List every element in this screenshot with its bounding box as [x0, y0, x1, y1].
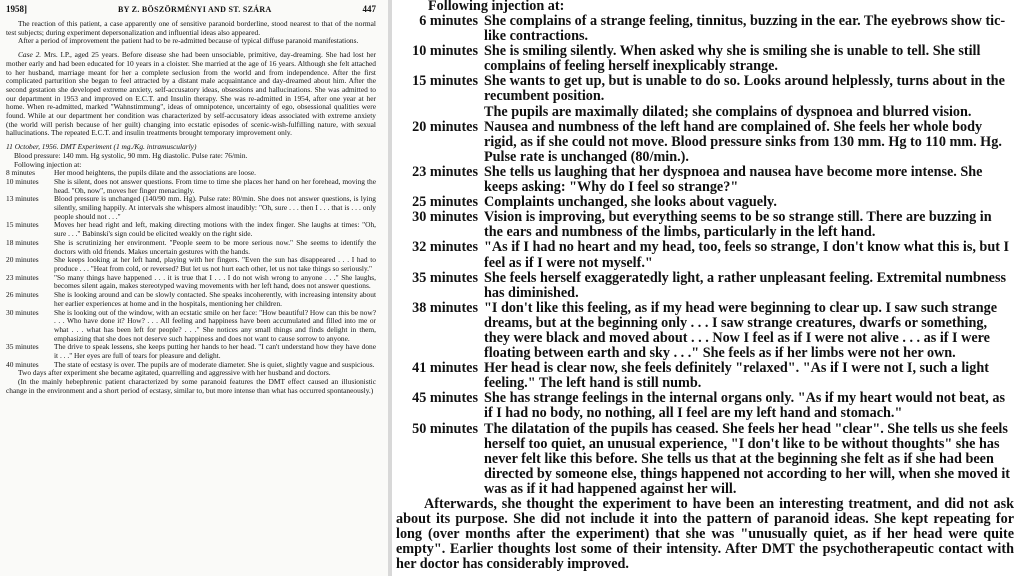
intro-paragraph: The reaction of this patient, a case apparently one of sensitive paranoid borderline, stood nearest to that of the normal test subjects; during experiment depersonalization and influential ideas also appeared.	[6, 19, 376, 37]
entry-time: 10 minutes	[412, 43, 478, 60]
baseline-measures: Blood pressure: 140 mm. Hg systolic, 90 mm. Hg diastolic. Pulse rate: 76/min.	[14, 150, 248, 160]
entry-text: The dilatation of the pupils has ceased. She feels her head "clear". She tells us she feels herself too quiet, an unusual experience, "I don't like to be without thoughts" she has never felt like this before. She tells us that at the beginning she felt as if she had been directed by someone else, things happened not according to her will, when she moved it was as if it had happened against her will.	[484, 420, 1010, 497]
timeline-entry	[392, 361, 1024, 391]
timeline-entry	[392, 391, 1024, 421]
timeline-entry	[392, 301, 1024, 361]
following-injection-heading	[392, 0, 1024, 14]
timeline-entry	[0, 343, 388, 360]
entry-time: 15 minutes	[6, 220, 39, 230]
timeline-entry	[0, 195, 388, 221]
entry-text: Blood pressure is unchanged (140/90 mm. Hg). Pulse rate: 80/min. She does not answer questions, is lying silently, smiling happily. At intervals she whispers almost inaudibly: "Oh, sure . . . then I . . . that is . . . only people should not . . ."	[54, 194, 376, 221]
entry-time: 13 minutes	[6, 194, 39, 204]
entry-time: 32 minutes	[412, 239, 478, 256]
entry-time: 25 minutes	[412, 194, 478, 211]
timeline-entry	[0, 256, 388, 273]
case-label: Case 2.	[18, 50, 42, 60]
entry-text: She is smiling silently. When asked why she is smiling she is unable to tell. She still complains of feeling herself inexplicably strange.	[484, 43, 981, 75]
timeline-entry	[0, 221, 388, 238]
entry-time: 23 minutes	[412, 163, 478, 180]
entry-text: The drive to speak lessens, she keeps putting her hands to her head. "I can't understand how they have done it . . ." Her eyes are full of tears for pleasure and delight.	[54, 342, 376, 361]
entry-text: "I don't like this feeling, as if my head were beginning to clear up. I saw such strange dreams, but at the beginning only . . . I saw strange creatures, dwarfs or something, they were black and moved about . . . Now I feel as if I were not alive . . . as if I were floating between earth and sky . . ." She feels as if her limbs were not her own.	[484, 299, 998, 362]
page-ref: 1958]	[6, 4, 27, 14]
right-timeline	[392, 14, 1024, 497]
case-text: Mrs. I.P., aged 25 years. Before disease she had been unsociable, primitive, day-dreaming. She had lost her mother early and had been educated for 10 years in a cloister. She married at the age of 16 years. Although she felt attached to her husband, marriage meant for her a complete seclusion from the world and from independence. After the first complicated parturition she began to feel attracted by a distant male acquaintance and day-dreamed about him. After the second gestation she developed extreme anxiety, self-accusatory ideas, obsessions and hallucinations. She was admitted to our department in 1953 and improved on E.C.T. and Insulin therapy. She was re-admitted in 1954, after one year at her home. When re-admitted, marked "Wahnstimmung", ideas of omnipotence, uncertainty of ego, obsessional qualities were found. While at our department her condition was characterized by self-accusatory ideas associated with extreme anxiety (the world will perish because of her guilt) changing into ecstatic episodes of scenic-wish-fulfilling nature, with sexual hallucinations. The repeated E.C.T. and insulin treatments brought temporary improvement only.	[6, 50, 376, 138]
entry-time: 50 minutes	[412, 420, 478, 437]
entry-text: Her mood heightens, the pupils dilate and the associations are loose.	[54, 168, 256, 178]
timeline-entry	[392, 105, 1024, 120]
page-number: 447	[362, 4, 376, 14]
entry-text: She is looking around and can be slowly contacted. She speaks incoherently, with increasing intensity about her earlier experiences at home and in the hospitals, mentioning her children.	[54, 290, 376, 308]
entry-time	[392, 105, 484, 120]
entry-text: She is looking out of the window, with an ecstatic smile on her face: "How beautiful? How can this be now? . . . Who have done it? How? . . . All feeling and happiness have been accumulated and filled into me or what . . . what has been left for people? . . ." She notices any small things and finds delight in them, emphasizing that she does not deserve such happiness and does not want to cause sorrow to anyone.	[54, 307, 376, 343]
page-header	[0, 0, 388, 15]
entry-text: She tells us laughing that her dyspnoea and nausea have become more intense. She keeps asking: "Why do I feel so strange?"	[484, 163, 983, 196]
timeline-entry	[392, 240, 1024, 270]
entry-text: Complaints unchanged, she looks about vaguely.	[484, 194, 777, 211]
running-head-authors: BY Z. BÖSZÖRMÉNYI AND ST. SZÁRA	[117, 5, 272, 14]
entry-time: 23 minutes	[6, 272, 39, 282]
timeline-entry	[392, 74, 1024, 104]
entry-time: 6 minutes	[419, 13, 478, 29]
timeline-entry	[392, 210, 1024, 240]
entry-time: 38 minutes	[412, 299, 478, 316]
entry-text: Vision is improving, but everything seems to be so strange still. There are buzzing in the ears and numbness of the limbs, particularly in the left hand.	[484, 209, 992, 241]
entry-text: She is scrutinizing her environment. "People seem to be more serious now." She seems to identify the doctors with old friends. Makes uncertain gestures with the hands.	[54, 237, 376, 256]
timeline-entry	[0, 309, 388, 344]
timeline-entry	[392, 165, 1024, 195]
entry-text: She wants to get up, but is unable to do so. Looks around helplessly, turns about in the recumbent position.	[484, 73, 1005, 105]
timeline-entry	[392, 422, 1024, 497]
timeline-entry	[0, 274, 388, 291]
entry-text: "So many things have happened . . . it is true that I . . . I do not wish wrong to anyone . . ." She laughs, becomes silent again, makes stereotyped waving movements with her left hand, does not answer questions.	[54, 272, 376, 291]
following-injection: Following injection at:	[14, 159, 82, 169]
entry-time: 8 minutes	[6, 168, 35, 178]
entry-text: The pupils are maximally dilated; she complains of dyspnoea and blurred vision.	[484, 103, 972, 120]
closing-paragraph: (In the mainly hebephrenic patient characterized by some paranoid features the DMT effect caused an illusionistic change in the environment and a short period of ecstasy, similar to, but more intense than what has occurred spontaneously.)	[6, 377, 376, 395]
intro-paragraph: After a period of improvement the patient had to be re-admitted because of typical diffuse paranoid manifestations.	[18, 36, 359, 46]
afterwards-paragraph: Afterwards, she thought the experiment to have been an interesting treatment, and did not ask about its purpose. She did not include it into the pattern of paranoid ideas. She kept repeating for long (over months after the experiment) that she was "unusually quiet, as if her head were quite empty". Earlier thoughts lost some of their intensity. After DMT the psychotherapeutic contact with her doctor has considerably improved.	[396, 496, 1014, 573]
following-injection: Following injection at:	[428, 0, 565, 14]
entry-text: She complains of a strange feeling, tinnitus, buzzing in the ear. The eyebrows show tic-like contractions.	[484, 13, 1006, 45]
entry-time: 10 minutes	[6, 176, 39, 186]
left-timeline	[0, 169, 388, 369]
case-description	[0, 51, 388, 138]
timeline-entry	[392, 120, 1024, 165]
right-page	[392, 0, 1024, 576]
entry-text: She has strange feelings in the internal organs only. "As if my heart would not beat, as if I had no body, no nothing, all I feel are my left hand and stomach."	[484, 390, 1006, 422]
entry-time: 45 minutes	[412, 390, 478, 407]
timeline-entry	[392, 195, 1024, 210]
timeline-entry	[392, 14, 1024, 44]
timeline-entry	[392, 271, 1024, 301]
entry-text: Her head is clear now, she feels definitely "relaxed". "As if I were not I, such a light feeling." The left hand is still numb.	[484, 360, 989, 392]
timeline-entry	[392, 44, 1024, 74]
entry-time: 41 minutes	[412, 360, 478, 377]
entry-text: She keeps looking at her left hand, playing with her fingers. "Even the sun has disappeared . . . I had to produce . . . "Heat from cold, or reversed? But let us not hurt each other, let us not take things so seriously."	[54, 255, 376, 273]
timeline-entry	[0, 178, 388, 195]
entry-time: 20 minutes	[6, 255, 39, 265]
entry-time: 30 minutes	[412, 209, 478, 226]
entry-text: She feels herself exaggeratedly light, a rather unpleasant feeling. Extremital numbness has diminished.	[484, 269, 1007, 301]
entry-time: 35 minutes	[6, 342, 39, 352]
entry-time: 40 minutes	[6, 359, 39, 369]
entry-time: 30 minutes	[6, 307, 39, 317]
experiment-date: 11 October, 1956. DMT Experiment (1 mg./Kg. intramuscularly)	[6, 142, 197, 152]
entry-time: 20 minutes	[412, 118, 478, 135]
closing-paragraph: Two days after experiment she became agitated, quarrelling and aggressive with her husband and doctors.	[18, 368, 331, 378]
entry-text: Moves her head right and left, making directing motions with the index finger. She laughs at times: "Oh, sure . . ." Babinski's sign could be elicited weakly on the right side.	[54, 220, 376, 239]
entry-time: 35 minutes	[412, 269, 478, 286]
left-page	[0, 0, 388, 576]
entry-text: "As if I had no heart and my head, too, feels so strange, I don't know what this is, but I feel as if I were not myself."	[484, 239, 1010, 271]
entry-time: 26 minutes	[6, 290, 39, 300]
entry-text: The state of ecstasy is over. The pupils are of moderate diameter. She is quiet, slightly vague and suspicious.	[54, 359, 375, 369]
timeline-entry	[0, 239, 388, 256]
entry-time: 15 minutes	[412, 73, 478, 90]
entry-text: She is silent, does not answer questions. From time to time she places her hand on her forehead, moving the head. "Oh, now", moves her finger menacingly.	[54, 176, 376, 195]
entry-time: 18 minutes	[6, 237, 39, 247]
timeline-entry	[0, 291, 388, 308]
entry-text: Nausea and numbness of the left hand are complained of. She feels her whole body rigid, as if she could not move. Blood pressure sinks from 130 mm. Hg to 110 mm. Hg. Pulse rate is unchanged (80/min.).	[484, 118, 1002, 165]
